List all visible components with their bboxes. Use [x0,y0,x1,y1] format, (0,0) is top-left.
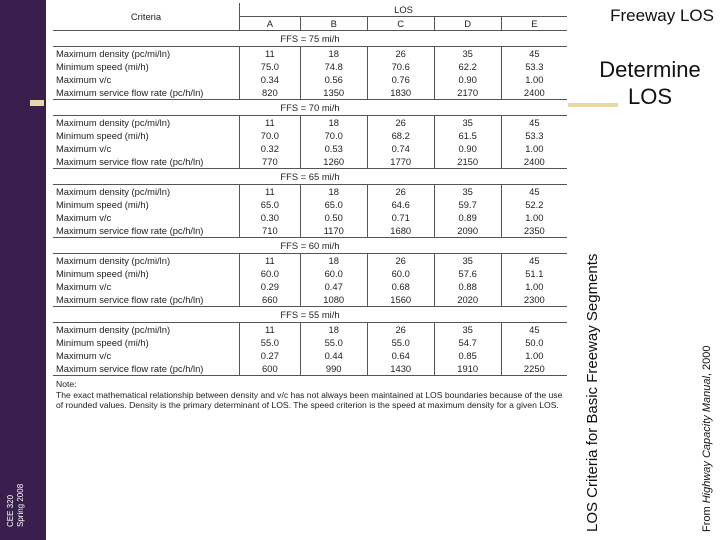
los-value-cell: 18 [300,254,367,268]
table-row [53,267,567,280]
los-value-cell: 55.0 [300,336,367,349]
los-value-cell: 0.90 [434,142,501,155]
table-row [53,362,567,376]
los-value-cell: 26 [367,254,434,268]
los-value-cell: 60.0 [240,267,301,280]
los-value-cell: 11 [240,254,301,268]
los-value-cell: 65.0 [240,198,301,211]
los-value-cell: 1430 [367,362,434,376]
los-criteria-table [53,3,567,376]
los-table-container [53,3,567,411]
los-value-cell: 35 [434,323,501,337]
note-label: Note: [56,379,77,389]
los-value-cell: 600 [240,362,301,376]
los-value-cell: 1.00 [501,211,567,224]
los-value-cell: 0.27 [240,349,301,362]
grade-header-c: C [367,17,434,31]
los-value-cell: 1080 [300,293,367,307]
criterion-label: Maximum v/c [56,350,112,361]
los-value-cell: 1770 [367,155,434,169]
los-value-cell: 2020 [434,293,501,307]
los-value-cell: 1350 [300,86,367,100]
course-label [4,386,44,536]
table-row [53,224,567,238]
los-value-cell: 50.0 [501,336,567,349]
ffs-label: FFS = 65 mi/h [53,169,567,185]
los-value-cell: 11 [240,116,301,130]
ffs-row [53,31,567,47]
criterion-label: Maximum v/c [56,143,112,154]
los-value-cell: 45 [501,254,567,268]
los-value-cell: 1260 [300,155,367,169]
ffs-label: FFS = 55 mi/h [53,307,567,323]
source-suffix: , 2000 [701,345,713,377]
criterion-label: Minimum speed (mi/h) [56,199,149,210]
los-value-cell: 0.32 [240,142,301,155]
ffs-label: FFS = 70 mi/h [53,100,567,116]
los-value-cell: 0.30 [240,211,301,224]
table-row [53,60,567,73]
los-value-cell: 2400 [501,86,567,100]
los-value-cell: 1560 [367,293,434,307]
los-value-cell: 2170 [434,86,501,100]
los-value-cell: 18 [300,116,367,130]
los-value-cell: 1.00 [501,142,567,155]
table-row [53,47,567,61]
los-value-cell: 45 [501,47,567,61]
los-value-cell: 0.89 [434,211,501,224]
los-value-cell: 0.90 [434,73,501,86]
los-value-cell: 35 [434,254,501,268]
criterion-label: Maximum density (pc/mi/ln) [56,186,171,197]
los-value-cell: 0.56 [300,73,367,86]
table-row [53,129,567,142]
slide-heading: Determine LOS [599,57,701,109]
los-value-cell: 0.88 [434,280,501,293]
criteria-header: Criteria [53,3,240,31]
criterion-label: Maximum service flow rate (pc/h/ln) [56,294,204,305]
course-code: CEE 320 [6,494,15,527]
criterion-label: Maximum density (pc/mi/ln) [56,117,171,128]
los-value-cell: 26 [367,47,434,61]
ffs-row [53,307,567,323]
sidebar-accent-bar [30,100,44,106]
los-value-cell: 770 [240,155,301,169]
los-value-cell: 0.53 [300,142,367,155]
grade-header-d: D [434,17,501,31]
los-value-cell: 26 [367,323,434,337]
los-value-cell: 18 [300,47,367,61]
los-value-cell: 59.7 [434,198,501,211]
los-value-cell: 0.34 [240,73,301,86]
los-value-cell: 1.00 [501,280,567,293]
los-value-cell: 0.44 [300,349,367,362]
los-value-cell: 54.7 [434,336,501,349]
heading-accent-bar [568,103,618,107]
los-value-cell: 0.64 [367,349,434,362]
los-value-cell: 55.0 [367,336,434,349]
los-value-cell: 26 [367,116,434,130]
los-value-cell: 0.29 [240,280,301,293]
los-value-cell: 1170 [300,224,367,238]
ffs-row [53,169,567,185]
slide-title: Freeway LOS [610,6,714,25]
criterion-label: Maximum service flow rate (pc/h/ln) [56,156,204,167]
grade-header-e: E [501,17,567,31]
los-value-cell: 45 [501,323,567,337]
table-row [53,185,567,199]
los-value-cell: 35 [434,116,501,130]
los-value-cell: 45 [501,116,567,130]
source-title: Highway Capacity Manual [701,376,713,504]
los-value-cell: 53.3 [501,60,567,73]
los-value-cell: 45 [501,185,567,199]
criterion-label: Minimum speed (mi/h) [56,337,149,348]
los-value-cell: 0.85 [434,349,501,362]
los-value-cell: 35 [434,185,501,199]
los-value-cell: 1.00 [501,349,567,362]
los-value-cell: 2300 [501,293,567,307]
los-value-cell: 2150 [434,155,501,169]
los-value-cell: 68.2 [367,129,434,142]
criterion-label: Maximum density (pc/mi/ln) [56,324,171,335]
criterion-label: Maximum v/c [56,281,112,292]
los-value-cell: 11 [240,185,301,199]
ffs-label: FFS = 75 mi/h [53,31,567,47]
note-text: The exact mathematical relationship between density and v/c has not always been maintained at LOS boundaries because of the use of rounded values. Density is the primary determinant of LOS. The speed criterion is the speed at maximum density for a given LOS. [56,389,563,410]
criterion-label: Maximum density (pc/mi/ln) [56,255,171,266]
los-value-cell: 1.00 [501,73,567,86]
los-value-cell: 53.3 [501,129,567,142]
los-value-cell: 26 [367,185,434,199]
los-value-cell: 990 [300,362,367,376]
sidebar-band [0,0,46,540]
los-value-cell: 57.6 [434,267,501,280]
los-value-cell: 11 [240,323,301,337]
table-row [53,73,567,86]
los-value-cell: 1910 [434,362,501,376]
los-value-cell: 0.71 [367,211,434,224]
los-value-cell: 820 [240,86,301,100]
los-value-cell: 60.0 [367,267,434,280]
criterion-label: Minimum speed (mi/h) [56,130,149,141]
table-note [53,376,567,411]
table-row [53,336,567,349]
table-row [53,211,567,224]
criterion-label: Maximum service flow rate (pc/h/ln) [56,87,204,98]
table-row [53,349,567,362]
source-prefix: From [701,503,713,532]
criterion-label: Minimum speed (mi/h) [56,61,149,72]
los-value-cell: 2400 [501,155,567,169]
los-value-cell: 2090 [434,224,501,238]
ffs-row [53,238,567,254]
los-value-cell: 1680 [367,224,434,238]
los-value-cell: 660 [240,293,301,307]
los-value-cell: 0.50 [300,211,367,224]
los-value-cell: 61.5 [434,129,501,142]
criterion-label: Minimum speed (mi/h) [56,268,149,279]
los-value-cell: 51.1 [501,267,567,280]
table-row [53,293,567,307]
los-value-cell: 0.47 [300,280,367,293]
grade-header-b: B [300,17,367,31]
criterion-label: Maximum density (pc/mi/ln) [56,48,171,59]
criterion-label: Maximum v/c [56,212,112,223]
los-value-cell: 62.2 [434,60,501,73]
table-row [53,155,567,169]
los-value-cell: 0.74 [367,142,434,155]
los-value-cell: 11 [240,47,301,61]
los-header: LOS [240,3,568,17]
los-value-cell: 35 [434,47,501,61]
los-value-cell: 55.0 [240,336,301,349]
los-value-cell: 2350 [501,224,567,238]
los-value-cell: 74.8 [300,60,367,73]
ffs-label: FFS = 60 mi/h [53,238,567,254]
table-header-row-top [53,3,567,17]
source-citation [701,346,713,533]
los-value-cell: 70.0 [300,129,367,142]
los-value-cell: 18 [300,185,367,199]
los-value-cell: 60.0 [300,267,367,280]
course-term: Spring 2008 [16,483,25,527]
los-value-cell: 70.6 [367,60,434,73]
los-value-cell: 2250 [501,362,567,376]
los-value-cell: 52.2 [501,198,567,211]
los-value-cell: 64.6 [367,198,434,211]
los-value-cell: 65.0 [300,198,367,211]
los-value-cell: 0.76 [367,73,434,86]
table-row [53,86,567,100]
table-row [53,254,567,268]
criterion-label: Maximum service flow rate (pc/h/ln) [56,225,204,236]
los-value-cell: 710 [240,224,301,238]
los-value-cell: 18 [300,323,367,337]
table-row [53,142,567,155]
table-row [53,323,567,337]
criterion-label: Maximum v/c [56,74,112,85]
table-row [53,280,567,293]
table-caption: LOS Criteria for Basic Freeway Segments [584,253,601,532]
ffs-row [53,100,567,116]
los-value-cell: 1830 [367,86,434,100]
table-body [53,31,567,376]
table-row [53,198,567,211]
los-value-cell: 70.0 [240,129,301,142]
table-row [53,116,567,130]
grade-header-a: A [240,17,301,31]
los-value-cell: 75.0 [240,60,301,73]
criterion-label: Maximum service flow rate (pc/h/ln) [53,362,240,376]
los-value-cell: 0.68 [367,280,434,293]
